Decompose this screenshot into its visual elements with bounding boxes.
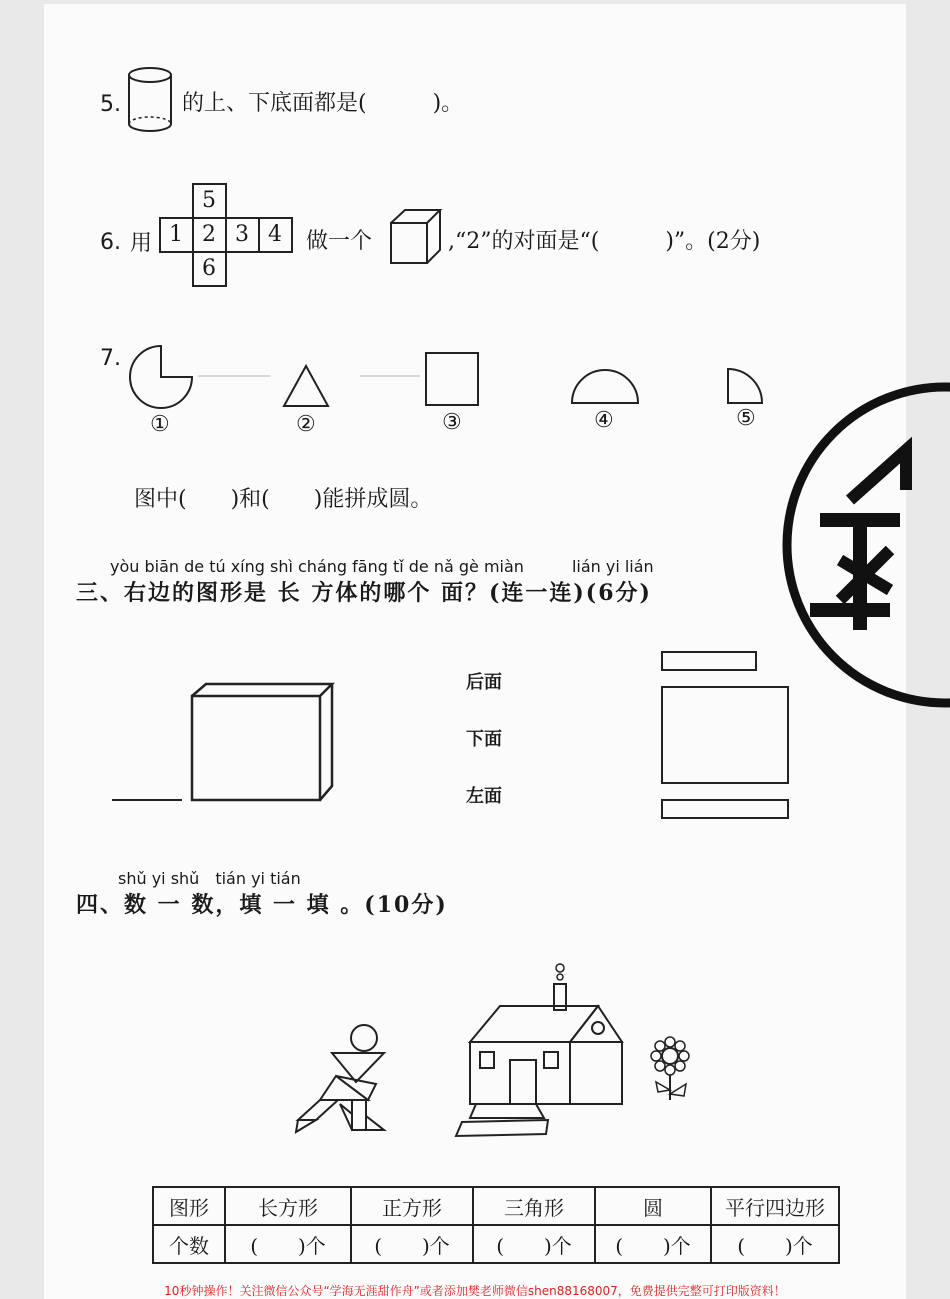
- q5-text: 的上、下底面都是( )。: [182, 91, 464, 116]
- cuboid-figure: [112, 682, 352, 806]
- answer-cell-rectangle[interactable]: ( )个: [225, 1225, 351, 1263]
- square-shape: [426, 353, 478, 405]
- q6-prefix: 用: [130, 231, 153, 256]
- table-header-cell: 图形: [153, 1187, 225, 1225]
- net-cell-2: 2: [202, 222, 216, 247]
- face-thin-rect-bottom: [662, 800, 788, 818]
- face-thin-rect-top: [662, 652, 756, 670]
- face-label-left: 左面: [466, 786, 502, 807]
- shape-label-2: ②: [296, 412, 316, 437]
- shape-label-1: ①: [150, 412, 170, 437]
- table-header-cell: 圆: [595, 1187, 711, 1225]
- table-header-cell: 三角形: [473, 1187, 595, 1225]
- shape-label-4: ④: [594, 408, 614, 433]
- face-label-back: 后面: [466, 672, 502, 693]
- table-row: [153, 1225, 839, 1263]
- face-shapes: [660, 650, 800, 822]
- face-label-bottom: 下面: [466, 729, 502, 750]
- net-cell-1: 1: [169, 222, 183, 247]
- net-cell-3: 3: [235, 222, 249, 247]
- section3-title: 三、右边的图形是 长 方体的哪个 面？(连一连)(6分): [76, 580, 652, 606]
- answer-cell-circle[interactable]: ( )个: [595, 1225, 711, 1263]
- section4-title: 四、数 一 数，填 一 填 。(10分): [76, 892, 448, 918]
- cylinder-figure: [126, 66, 176, 136]
- q6-number: 6.: [100, 230, 121, 255]
- q7-question: 图中( )和( )能拼成圆。: [134, 487, 433, 512]
- triangle-shape: [284, 366, 328, 406]
- three-quarter-circle: [130, 346, 192, 408]
- table-header-cell: 平行四边形: [711, 1187, 839, 1225]
- semicircle-shape: [572, 370, 638, 403]
- count-table: [152, 1186, 840, 1264]
- net-cell-4: 4: [268, 222, 282, 247]
- shape-label-5: ⑤: [736, 406, 756, 431]
- cube-figure: [390, 208, 442, 266]
- q7-number: 7.: [100, 346, 121, 371]
- answer-cell-parallelogram[interactable]: ( )个: [711, 1225, 839, 1263]
- answer-cell-square[interactable]: ( )个: [351, 1225, 473, 1263]
- answer-cell-triangle[interactable]: ( )个: [473, 1225, 595, 1263]
- q6-middle: 做一个: [306, 229, 373, 254]
- q6-suffix: ,“2”的对面是“( )”。(2分): [448, 229, 761, 254]
- section3-pinyin: yòu biān de tú xíng shì cháng fāng tǐ de nǎ gè miàn lián yi lián: [110, 557, 654, 576]
- shape-label-3: ③: [442, 410, 462, 435]
- table-row-label: 个数: [153, 1225, 225, 1263]
- q5-number: 5.: [100, 92, 121, 117]
- tangram-person-figure: [290, 1024, 400, 1136]
- table-header-cell: 长方形: [225, 1187, 351, 1225]
- table-header-cell: 正方形: [351, 1187, 473, 1225]
- flower-figure: [646, 1036, 696, 1106]
- net-cell-5: 5: [202, 188, 216, 213]
- footer-notice: 10秒钟操作！关注微信公众号“学海无涯甜作舟”或者添加樊老师微信shen88168007，免费提供完整可打印版资料！: [164, 1284, 786, 1298]
- quarter-circle-shape: [728, 369, 762, 403]
- stamp-seal: [780, 380, 950, 710]
- face-large-rect: [662, 687, 788, 783]
- net-cell-6: 6: [202, 256, 216, 281]
- house-figure: [452, 962, 632, 1140]
- table-header-row: [153, 1187, 839, 1225]
- section4-pinyin: shǔ yi shǔ tián yi tián: [118, 869, 301, 888]
